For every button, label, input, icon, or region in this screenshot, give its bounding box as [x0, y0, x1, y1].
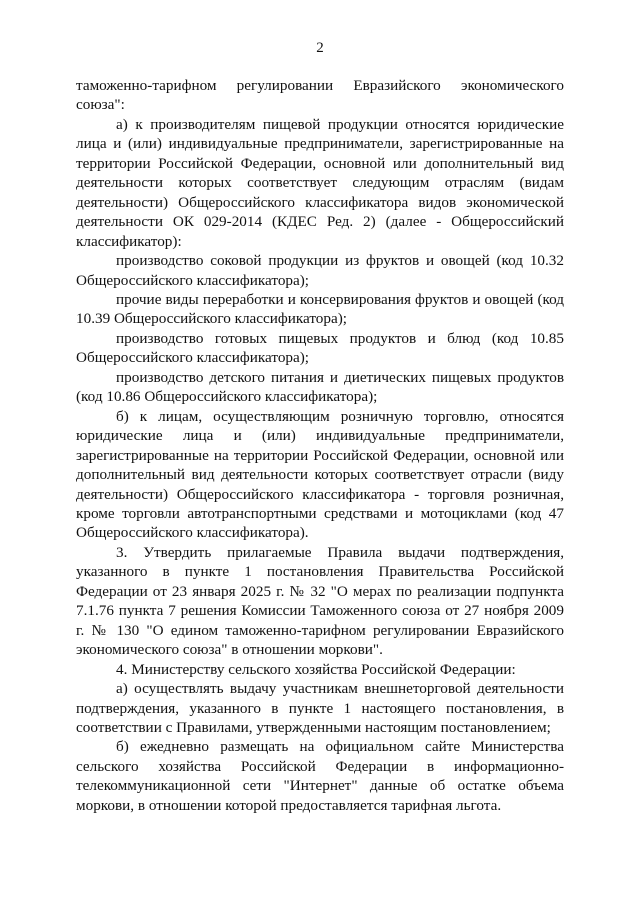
paragraph-activity-10-86: производство детского питания и диетических пищевых продуктов (код 10.86 Общероссийского классификатора); — [76, 368, 564, 406]
paragraph-activity-10-39: прочие виды переработки и консервирования фруктов и овощей (код 10.39 Общероссийского классификатора); — [76, 290, 564, 328]
paragraph-continuation: таможенно-тарифном регулировании Евразийского экономического союза": — [76, 77, 564, 114]
paragraph-activity-10-85: производство готовых пищевых продуктов и блюд (код 10.85 Общероссийского классификатора); — [76, 329, 564, 367]
document-body — [76, 76, 564, 815]
paragraph-item-4: 4. Министерству сельского хозяйства Российской Федерации: — [116, 660, 516, 678]
paragraph-subitem-a-producers: а) к производителям пищевой продукции относятся юридические лица и (или) индивидуальные предприниматели, зарегистрированные на территории Российской Федерации, основной или дополнительный вид деятельности которых соответствует следующим отраслям (видам деятельности) Общероссийского классификатора видов экономической деятельности ОК 029-2014 (КДЕС Ред. 2) (далее - Общероссийский классификатор): — [76, 115, 564, 250]
paragraph-item-3: 3. Утвердить прилагаемые Правила выдачи подтверждения, указанного в пункте 1 постановления Правительства Российской Федерации от 23 января 2025 г. № 32 "О мерах по реализации подпункта 7.1.76 пункта 7 решения Комиссии Таможенного союза от 27 ноября 2009 г. № 130 "О едином таможенно-тарифном регулировании Евразийского экономического союза" в отношении моркови". — [76, 543, 564, 659]
paragraph-item-4-b: б) ежедневно размещать на официальном сайте Министерства сельского хозяйства Российской Федерации в информационно-телекоммуникационной сети "Интернет" данные об остатке объема моркови, в отношении которой предоставляется тарифная льгота. — [76, 738, 564, 814]
paragraph-item-4-a: а) осуществлять выдачу участникам внешнеторговой деятельности подтверждения, указанного в пункте 1 настоящего постановления, в соответствии с Правилами, утвержденными настоящим постановлением; — [76, 680, 564, 736]
page-number: 2 — [316, 40, 324, 56]
paragraph-activity-10-32: производство соковой продукции из фруктов и овощей (код 10.32 Общероссийского классификатора); — [76, 252, 564, 289]
paragraph-subitem-b-retail: б) к лицам, осуществляющим розничную торговлю, относятся юридические лица и (или) индивидуальные предприниматели, зарегистрированные на территории Российской Федерации, основной или дополнительный вид деятельности которых соответствует отрасли (виду деятельности) Общероссийского классификатора - торговля розничная, кроме торговли автотранспортными средствами и мотоциклами (код 47 Общероссийского классификатора). — [76, 407, 564, 542]
